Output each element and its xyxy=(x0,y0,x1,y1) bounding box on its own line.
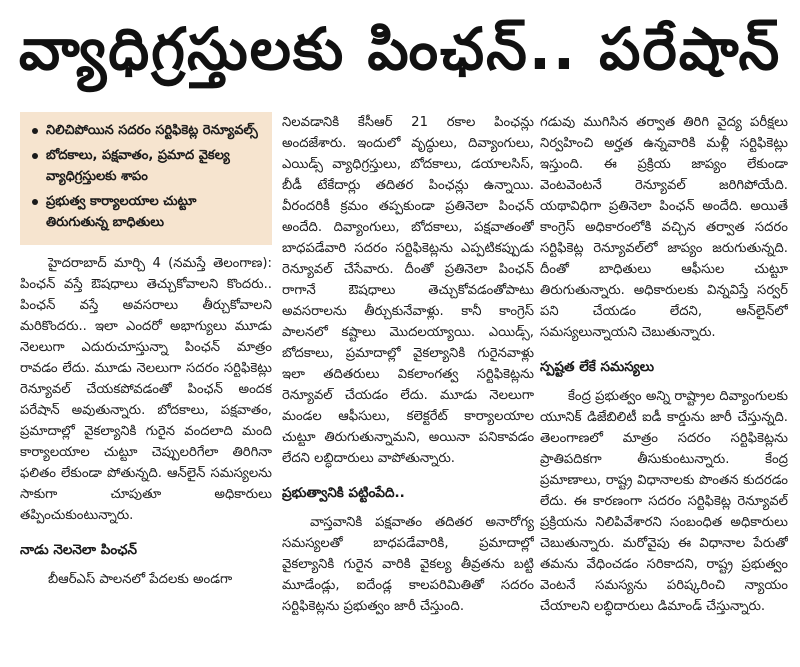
headline: వ్యాధిగ్రస్తులకు పింఛన్.. పరేషాన్ xyxy=(18,15,782,83)
paragraph: నిలవడానికి కేసీఆర్ 21 రకాల పింఛన్లు అందజేశారు. ఇందులో వృద్ధులు, దివ్యాంగులు, ఎయిడ్స్ వ్యాధిగ్రస్తులు, బోదకాలు, డయాలసిస్, బీడీ టేకేదార్లు తదితర పింఛన్లు ఉన్నాయి. వీరందరికీ క్రమం తప్పకుండా ప్రతినెలా పింఛన్ అందేది. దివ్యాంగులు, బోదకాలు, పక్షవాతంతో బాధపడేవారి సదరం సర్టిఫికెట్లను ఎప్పటికప్పుడు రెన్యూవల్ చేసేవారు. దీంతో ప్రతినెలా పింఛన్ రాగానే ఔషధాలు తెచ్చుకోవడంతోపాటు అవసరాలను తీర్చుకునేవాళ్లు. కానీ కాంగ్రెస్ పాలనలో కష్టాలు మొదలయ్యాయి. ఎయిడ్స్, బోదకాలు, ప్రమాదాల్లో వైకల్యానికి గురైనవాళ్లు ఇలా తదితరులు వికలాంగత్వ సర్టిఫికెట్లను రెన్యూవల్ చేయడం లేదు. మూడు నెలలుగా మండల ఆఫీసులు, కలెక్టరేట్ కార్యాలయాల చుట్టూ తిరుగుతున్నామని, అయినా పనికావడం లేదని లబ్ధిదారులు వాపోతున్నారు. xyxy=(282,115,534,466)
subheading-3: స్పష్టత లేకే సమస్యలు xyxy=(540,359,655,375)
paragraph: గడువు ముగిసిన తర్వాత తిరిగి వైద్య పరీక్షలు నిర్వహించి అర్హత ఉన్నవారికి మళ్లీ సర్టిఫికెట్లు ఇస్తుంది. ఈ ప్రక్రియ జాప్యం లేకుండా వెంటవెంటనే రెన్యూవల్ జరిగిపోయేది. యథావిధిగా ప్రతినెలా పింఛన్ అందేది. అయితే కాంగ్రెస్ అధికారంలోకి వచ్చిన తర్వాత సదరం సర్టిఫికెట్ల రెన్యూవల్‌లో జాప్యం జరుగుతున్నది. దీంతో బాధితులు ఆఫీసుల చుట్టూ తిరుగుతున్నారు. అధికారులకు విన్నవిస్తే సర్వర్ పని చేయడం లేదని, ఆన్‌లైన్‌లో సమస్యలున్నాయని చెబుతున్నారు. xyxy=(540,115,788,340)
highlight-item xyxy=(28,120,262,141)
highlight-text: నిలిచిపోయిన సదరం సర్టిఫికెట్ల రెన్యూవల్స్ xyxy=(46,123,258,138)
subheading-1: నాడు నెలనెలా పింఛన్ xyxy=(20,542,137,558)
highlight-text: బోదకాలు, పక్షవాతం, ప్రమాద వైకల్య వ్యాధిగ్రస్తులకు శాపం xyxy=(46,148,230,184)
paragraph: కేంద్ర ప్రభుత్వం అన్ని రాష్ట్రాల దివ్యాంగులకు యూనిక్ డిజేబిలిటీ ఐడీ కార్డును జారీ చేస్తున్నది. తెలంగాణలో మాత్రం సదరం సర్టిఫికెట్లను ప్రాతిపదికగా తీసుకుంటున్నారు. కేంద్ర ప్రమాణాలు, రాష్ట్ర విధానాలకు పొంతన కుదరడం లేదు. ఈ కారణంగా సదరం సర్టిఫికెట్ల రెన్యూవల్ ప్రక్రియను నిలిపివేశారని సంబంధిత అధికారులు చెబుతున్నారు. మరోవైపు ఈ విధానాల పేరుతో తమను వేధించడం సరికాదని, రాష్ట్ర ప్రభుత్వం వెంటనే సమస్యను పరిష్కరించి న్యాయం చేయాలని లబ్ధిదారులు డిమాండ్ చేస్తున్నారు. xyxy=(540,389,788,614)
paragraph: బీఆర్‌ఎస్ పాలనలో పేదలకు అండగా xyxy=(48,572,233,587)
bullet-icon xyxy=(32,199,38,205)
highlight-text: ప్రభుత్వ కార్యాలయాల చుట్టూ తిరుగుతున్న బాధితులు xyxy=(46,194,197,230)
highlights-box xyxy=(20,112,272,245)
column-2 xyxy=(282,112,534,664)
column-1 xyxy=(20,112,272,664)
highlight-item xyxy=(28,191,262,233)
bullet-icon xyxy=(32,128,38,134)
column-3 xyxy=(540,112,788,664)
bullet-icon xyxy=(32,153,38,159)
paragraph: వాస్తవానికి పక్షవాతం తదితర అనారోగ్య సమస్యలతో బాధపడేవారికి, ప్రమాదాల్లో వైకల్యానికి గురైన వారికి వైకల్య తీవ్రతను బట్టి మూడేండ్లు, ఐదేండ్ల కాలపరిమితితో సదరం సర్టిఫికెట్లను ప్రభుత్వం జారీ చేస్తుంది. xyxy=(282,515,534,614)
subheading-2: ప్రభుత్వానికి పట్టింపేది.. xyxy=(282,485,405,501)
highlight-item xyxy=(28,145,262,187)
intro-paragraph: హైదరాబాద్ మార్చి 4 (నమస్తే తెలంగాణ): పింఛన్ వస్తే ఔషధాలు తెచ్చుకోవాలని కొందరు.. పింఛన్ వస్తే అవసరాలు తీర్చుకోవాలని మరికొందరు.. ఇలా ఎందరో అభాగ్యులు మూడు నెలలుగా ఎదురుచూస్తున్నా పింఛన్ మాత్రం రావడం లేదు. మూడు నెలలుగా సదరం సర్టిఫికెట్లు రెన్యూవల్ చేయకపోవడంతో పింఛన్ అందక పరేషాన్ అవుతున్నారు. బోదకాలు, పక్షవాతం, ప్రమాదాల్లో వైకల్యానికి గురైన వందలాది మంది కార్యాలయాల చుట్టూ చెప్పులరిగేలా తిరిగినా ఫలితం లేకుండా పోతున్నది. ఆన్‌లైన్ సమస్యలను సాకుగా చూపుతూ అధికారులు తప్పించుకుంటున్నారు. xyxy=(20,256,272,523)
